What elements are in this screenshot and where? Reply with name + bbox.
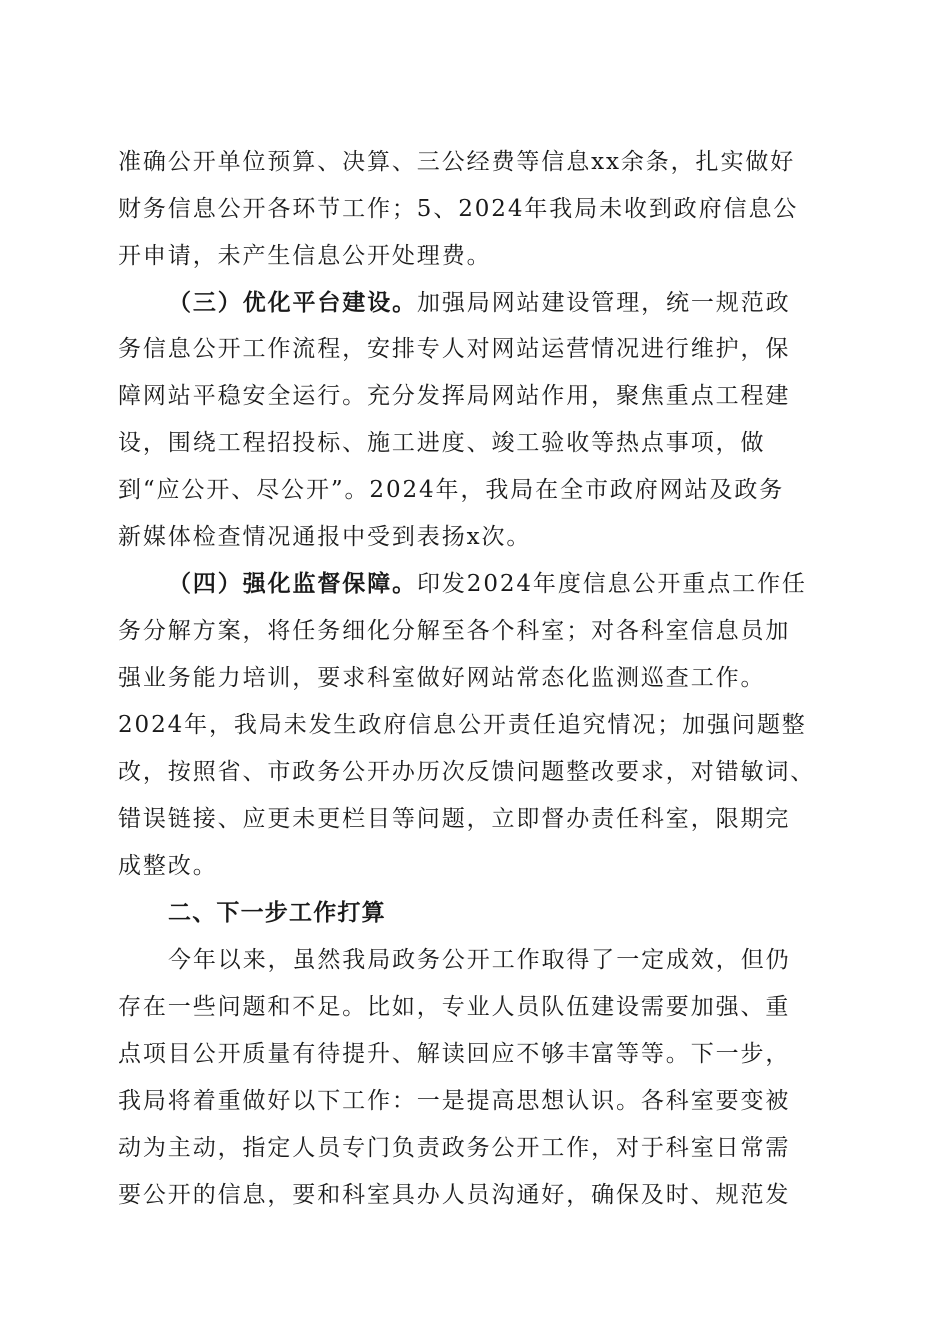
body-text-line: 到“应公开、尽公开”。2024年，我局在全市政府网站及政务 (118, 477, 785, 503)
section-heading: 二、下一步工作打算 (168, 900, 386, 926)
body-text-line: 动为主动，指定人员专门负责政务公开工作，对于科室日常需 (118, 1135, 791, 1161)
body-text-line: 新媒体检查情况通报中受到表扬x次。 (118, 524, 532, 550)
section-4-title: （四）强化监督保障。 (168, 570, 417, 597)
body-text-line: 准确公开单位预算、决算、三公经费等信息xx余条，扎实做好 (118, 149, 796, 175)
body-text: 印发2024年度信息公开重点工作任 (417, 571, 807, 597)
body-text-line: 错误链接、应更未更栏目等问题，立即督办责任科室，限期完 (118, 806, 791, 832)
body-text-line: 改，按照省、市政务公开办历次反馈问题整改要求，对错敏词、 (118, 759, 816, 785)
body-text-line: 点项目公开质量有待提升、解读回应不够丰富等等。下一步， (118, 1041, 791, 1067)
body-text-line: 我局将着重做好以下工作：一是提高思想认识。各科室要变被 (118, 1088, 791, 1114)
body-text-line: 务信息公开工作流程，安排专人对网站运营情况进行维护，保 (118, 336, 791, 362)
body-text-line: 财务信息公开各环节工作；5、2024年我局未收到政府信息公 (118, 196, 799, 222)
section-4-first-line (168, 561, 888, 607)
body-text-line: 设，围绕工程招投标、施工进度、竣工验收等热点事项，做 (118, 430, 766, 456)
body-text-line: 成整改。 (118, 853, 218, 879)
body-text-line: 存在一些问题和不足。比如，专业人员队伍建设需要加强、重 (118, 994, 791, 1020)
body-text-line: 务分解方案，将任务细化分解至各个科室；对各科室信息员加 (118, 618, 791, 644)
body-text-line: 开申请，未产生信息公开处理费。 (118, 243, 492, 269)
body-text-line: 2024年，我局未发生政府信息公开责任追究情况；加强问题整 (118, 712, 807, 738)
body-text-line: 障网站平稳安全运行。充分发挥局网站作用，聚焦重点工程建 (118, 383, 791, 409)
section-3-first-line (168, 280, 888, 326)
body-text-line: 要公开的信息，要和科室具办人员沟通好，确保及时、规范发 (118, 1182, 791, 1208)
body-text-line: 强业务能力培训，要求科室做好网站常态化监测巡查工作。 (118, 665, 766, 691)
section-3-title: （三）优化平台建设。 (168, 289, 417, 316)
body-text: 加强局网站建设管理，统一规范政 (417, 290, 791, 316)
body-text-line: 今年以来，虽然我局政务公开工作取得了一定成效，但仍 (168, 947, 791, 973)
